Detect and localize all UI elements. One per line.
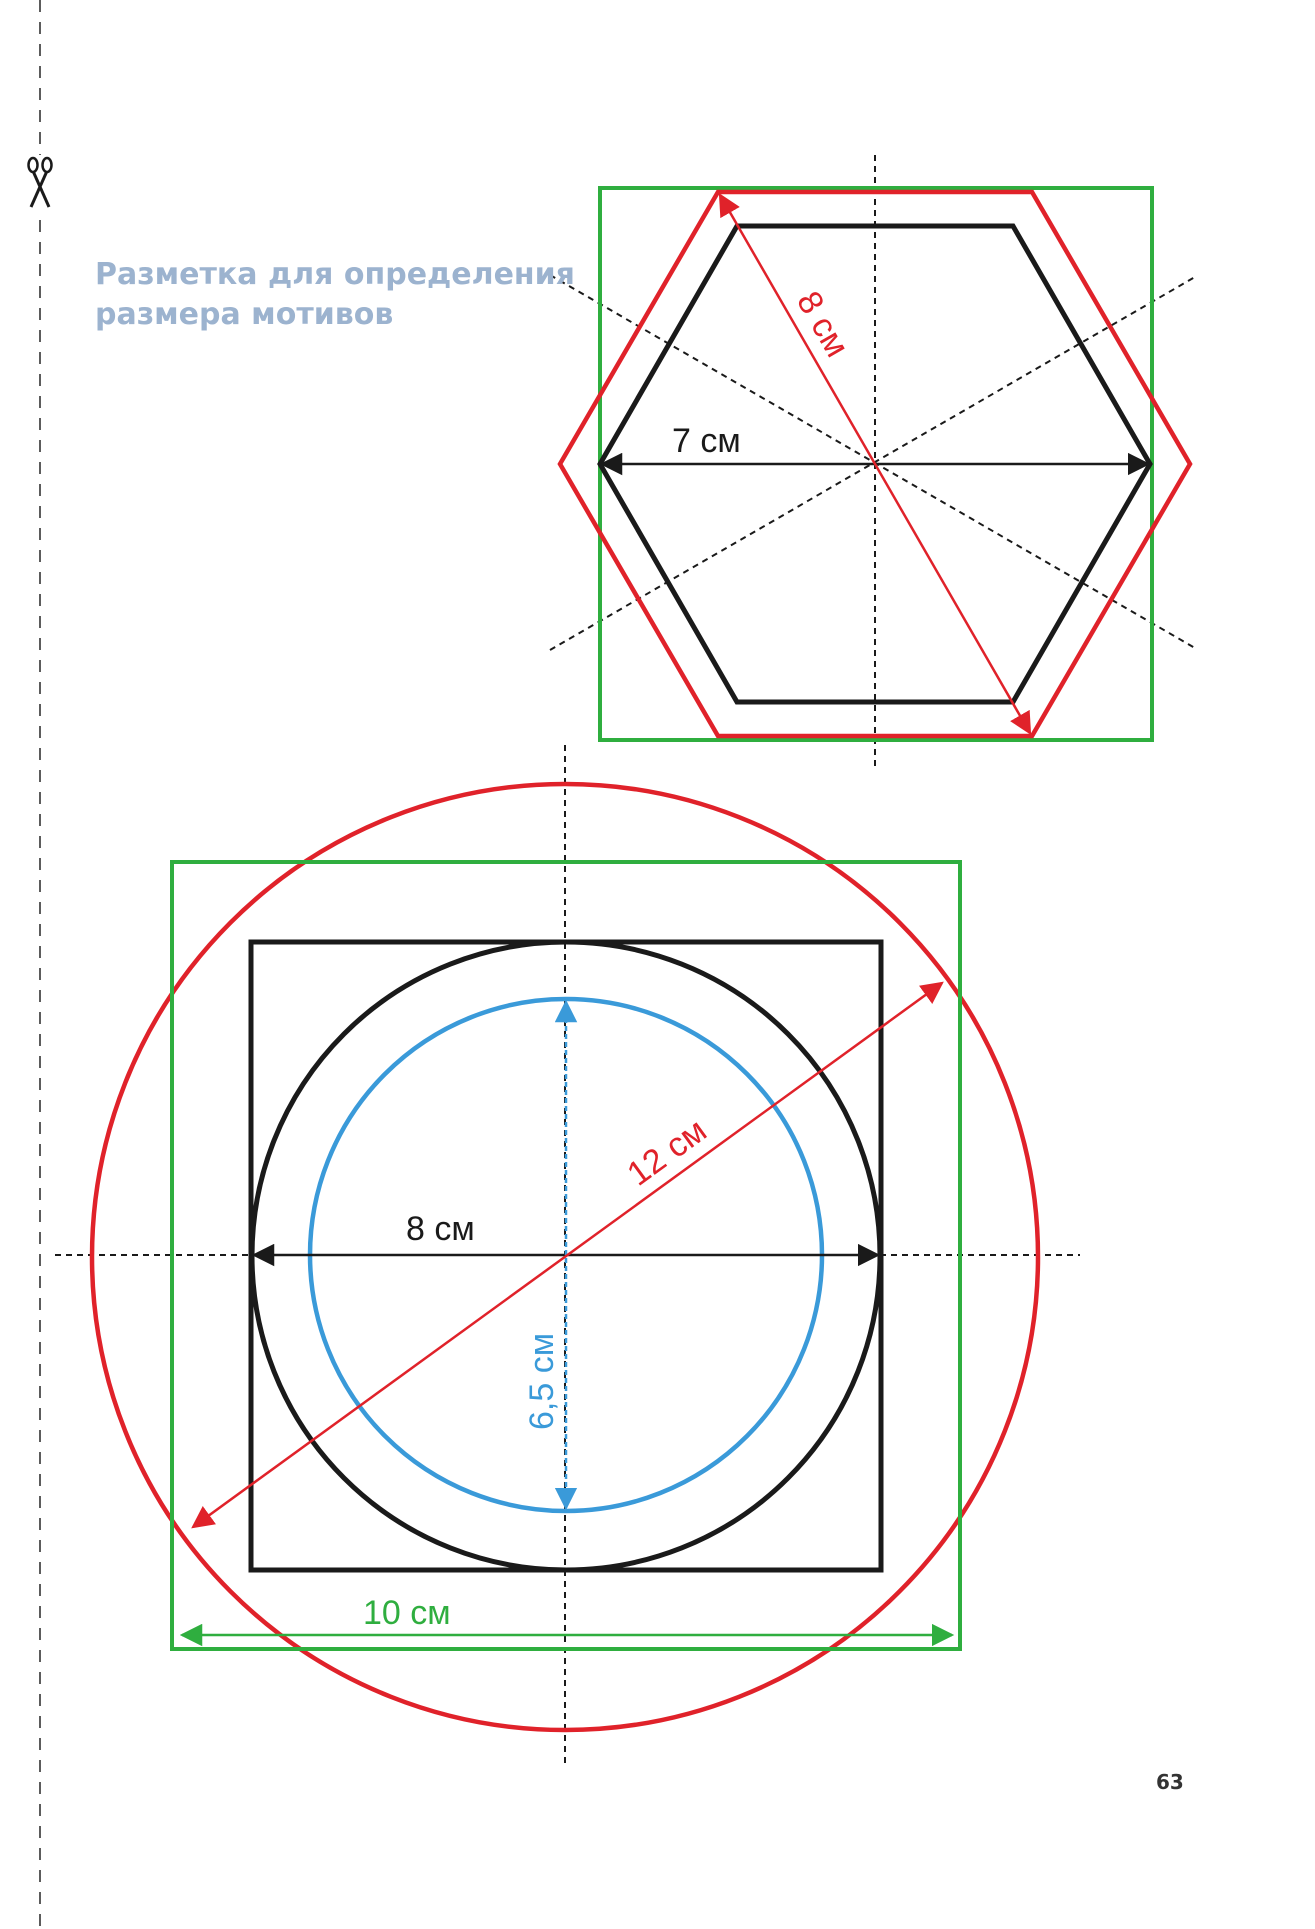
circle-blue-label: 6,5 см	[523, 1332, 561, 1430]
page-title	[95, 255, 595, 335]
page-number: 63	[1156, 1770, 1184, 1794]
circle-width-label: 8 см	[406, 1210, 475, 1248]
circle-diagram	[55, 745, 1080, 1768]
circle-red-diagonal-label: 12 см	[620, 1111, 714, 1194]
hex-width-label: 7 см	[672, 422, 741, 460]
page-title-line-1: Разметка для определения	[95, 257, 575, 292]
hex-diagonal-label: 8 см	[789, 285, 857, 364]
circle-green-label: 10 см	[363, 1594, 451, 1632]
hexagon-diagram	[550, 155, 1195, 768]
scissors-icon	[26, 155, 54, 215]
page-title-line-2: размера мотивов	[95, 297, 394, 332]
